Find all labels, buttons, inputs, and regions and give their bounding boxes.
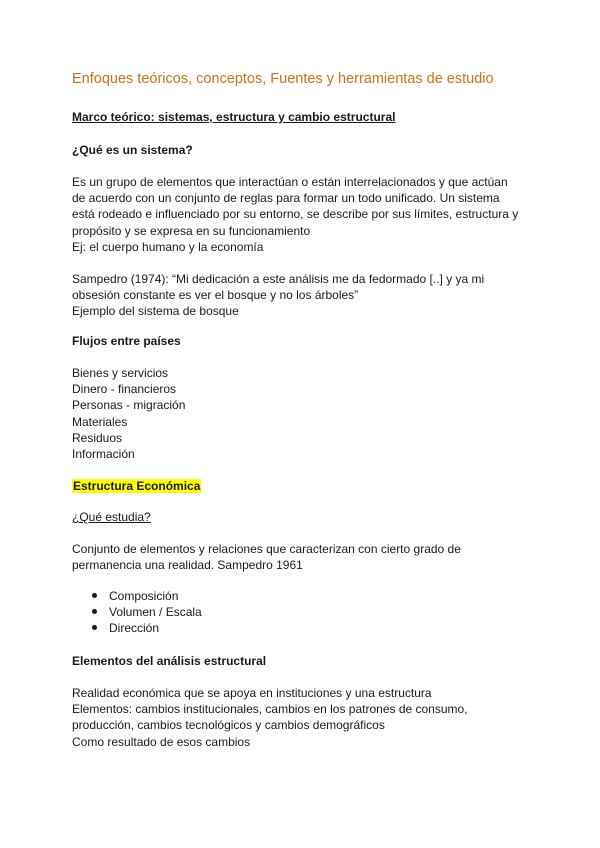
text-line: Ejemplo del sistema de bosque xyxy=(72,304,239,319)
text-line: Como resultado de esos cambios xyxy=(72,734,251,749)
text-line: obsesión constante es ver el bosque y no los árboles” xyxy=(72,288,359,303)
list-item: Dinero - financieros xyxy=(72,382,177,397)
text-line: Sampedro (1974): “Mi dedicación a este análisis me da fedormado [..] y ya mi xyxy=(72,272,485,286)
list-item: Información xyxy=(72,447,135,462)
system-definition-paragraph xyxy=(72,174,518,255)
bullet-item: Dirección xyxy=(72,620,202,636)
bullet-item: Volumen / Escala xyxy=(72,604,202,620)
text-line: Ej: el cuerpo humano y la economía xyxy=(72,239,264,254)
heading-estructura-economica: Estructura Económica xyxy=(73,479,201,493)
text-line: Es un grupo de elementos que interactúan o están interrelacionados y que actúan xyxy=(72,175,508,189)
list-item: Residuos xyxy=(72,430,123,445)
bullet-item: Composición xyxy=(72,588,202,604)
list-item: Personas - migración xyxy=(72,398,186,413)
elementos-paragraph xyxy=(72,685,468,750)
section-heading-marco-teorico: Marco teórico: sistemas, estructura y cambio estructural xyxy=(72,110,396,124)
list-item: Materiales xyxy=(72,414,128,429)
text-line: Conjunto de elementos y relaciones que caracterizan con cierto grado de xyxy=(72,542,461,556)
text-line: producción, cambios tecnológicos y cambios demográficos xyxy=(72,718,385,733)
list-item: Bienes y servicios xyxy=(72,366,169,380)
heading-estructura-economica-wrapper xyxy=(72,477,201,495)
question-que-estudia: ¿Qué estudia? xyxy=(72,510,151,524)
flujos-list xyxy=(72,365,185,462)
heading-flujos-entre-paises: Flujos entre países xyxy=(72,334,181,348)
heading-elementos-analisis: Elementos del análisis estructural xyxy=(72,654,267,668)
estructura-definition-paragraph xyxy=(72,541,461,573)
text-line: permanencia una realidad. Sampedro 1961 xyxy=(72,558,303,573)
sampedro-quote-paragraph xyxy=(72,271,484,320)
text-line: está rodeado e influenciado por su entorno, se describe por sus límites, estructura y xyxy=(72,207,519,222)
question-que-es-un-sistema: ¿Qué es un sistema? xyxy=(72,143,193,157)
document-title: Enfoques teóricos, conceptos, Fuentes y herramientas de estudio xyxy=(72,71,494,87)
text-line: Realidad económica que se apoya en instituciones y una estructura xyxy=(72,686,432,700)
text-line: propósito y se expresa en su funcionamiento xyxy=(72,223,311,238)
text-line: de acuerdo con un conjunto de reglas para formar un todo unificado. Un sistema xyxy=(72,191,500,206)
text-line: Elementos: cambios institucionales, cambios en los patrones de consumo, xyxy=(72,702,468,717)
estructura-bullet-list xyxy=(72,588,202,637)
